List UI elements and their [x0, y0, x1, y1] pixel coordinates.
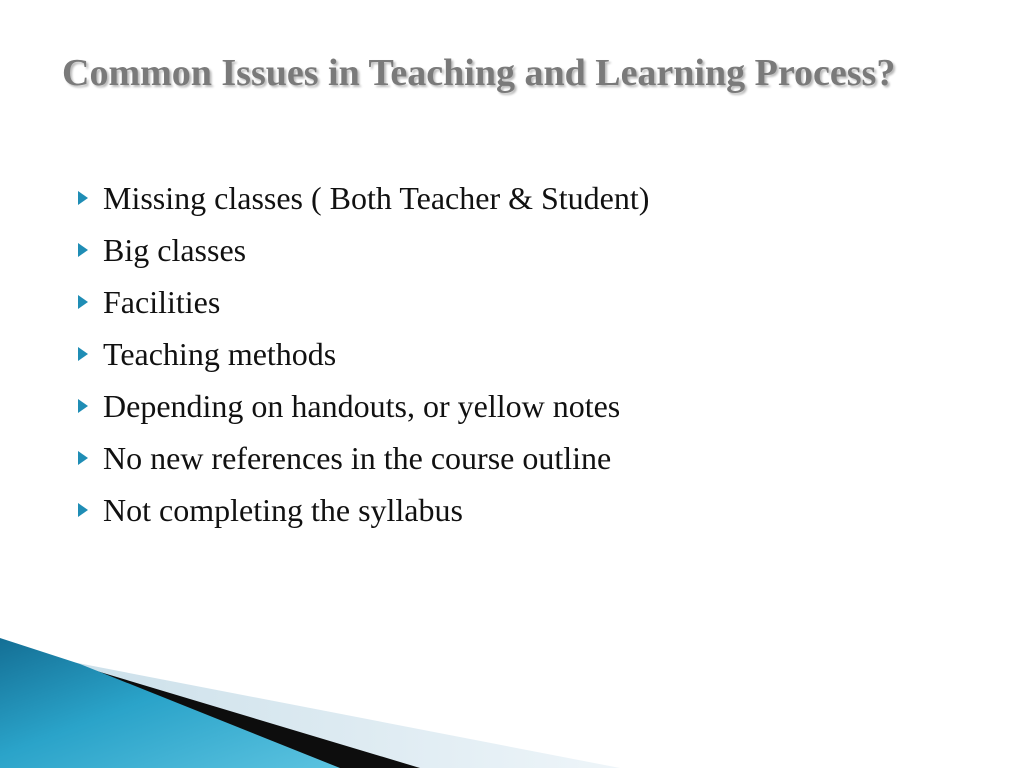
- bullet-text: Depending on handouts, or yellow notes: [103, 387, 621, 424]
- triangle-right-icon: [76, 188, 90, 208]
- bullet-text: Not completing the syllabus: [103, 491, 463, 528]
- bullet-text: Big classes: [103, 231, 247, 268]
- list-item: [72, 276, 972, 328]
- list-item: [72, 432, 972, 484]
- triangle-right-icon: [76, 240, 90, 260]
- list-item: [72, 224, 972, 276]
- triangle-right-icon: [76, 344, 90, 364]
- triangle-right-icon: [76, 396, 90, 416]
- list-item: [72, 380, 972, 432]
- bullet-list: [72, 172, 972, 536]
- list-item: [72, 328, 972, 380]
- slide-title: Common Issues in Teaching and Learning Process?: [62, 52, 896, 94]
- triangle-right-icon: [76, 500, 90, 520]
- blue-band-shape: [0, 638, 340, 768]
- bullet-text: No new references in the course outline: [103, 439, 612, 476]
- list-item: [72, 172, 972, 224]
- triangle-right-icon: [76, 448, 90, 468]
- bullet-text: Missing classes ( Both Teacher & Student): [103, 179, 650, 216]
- bullet-text: Teaching methods: [103, 335, 337, 372]
- bullet-text: Facilities: [103, 283, 221, 320]
- list-item: [72, 484, 972, 536]
- footer-wave-decoration: [0, 638, 1024, 768]
- triangle-right-icon: [76, 292, 90, 312]
